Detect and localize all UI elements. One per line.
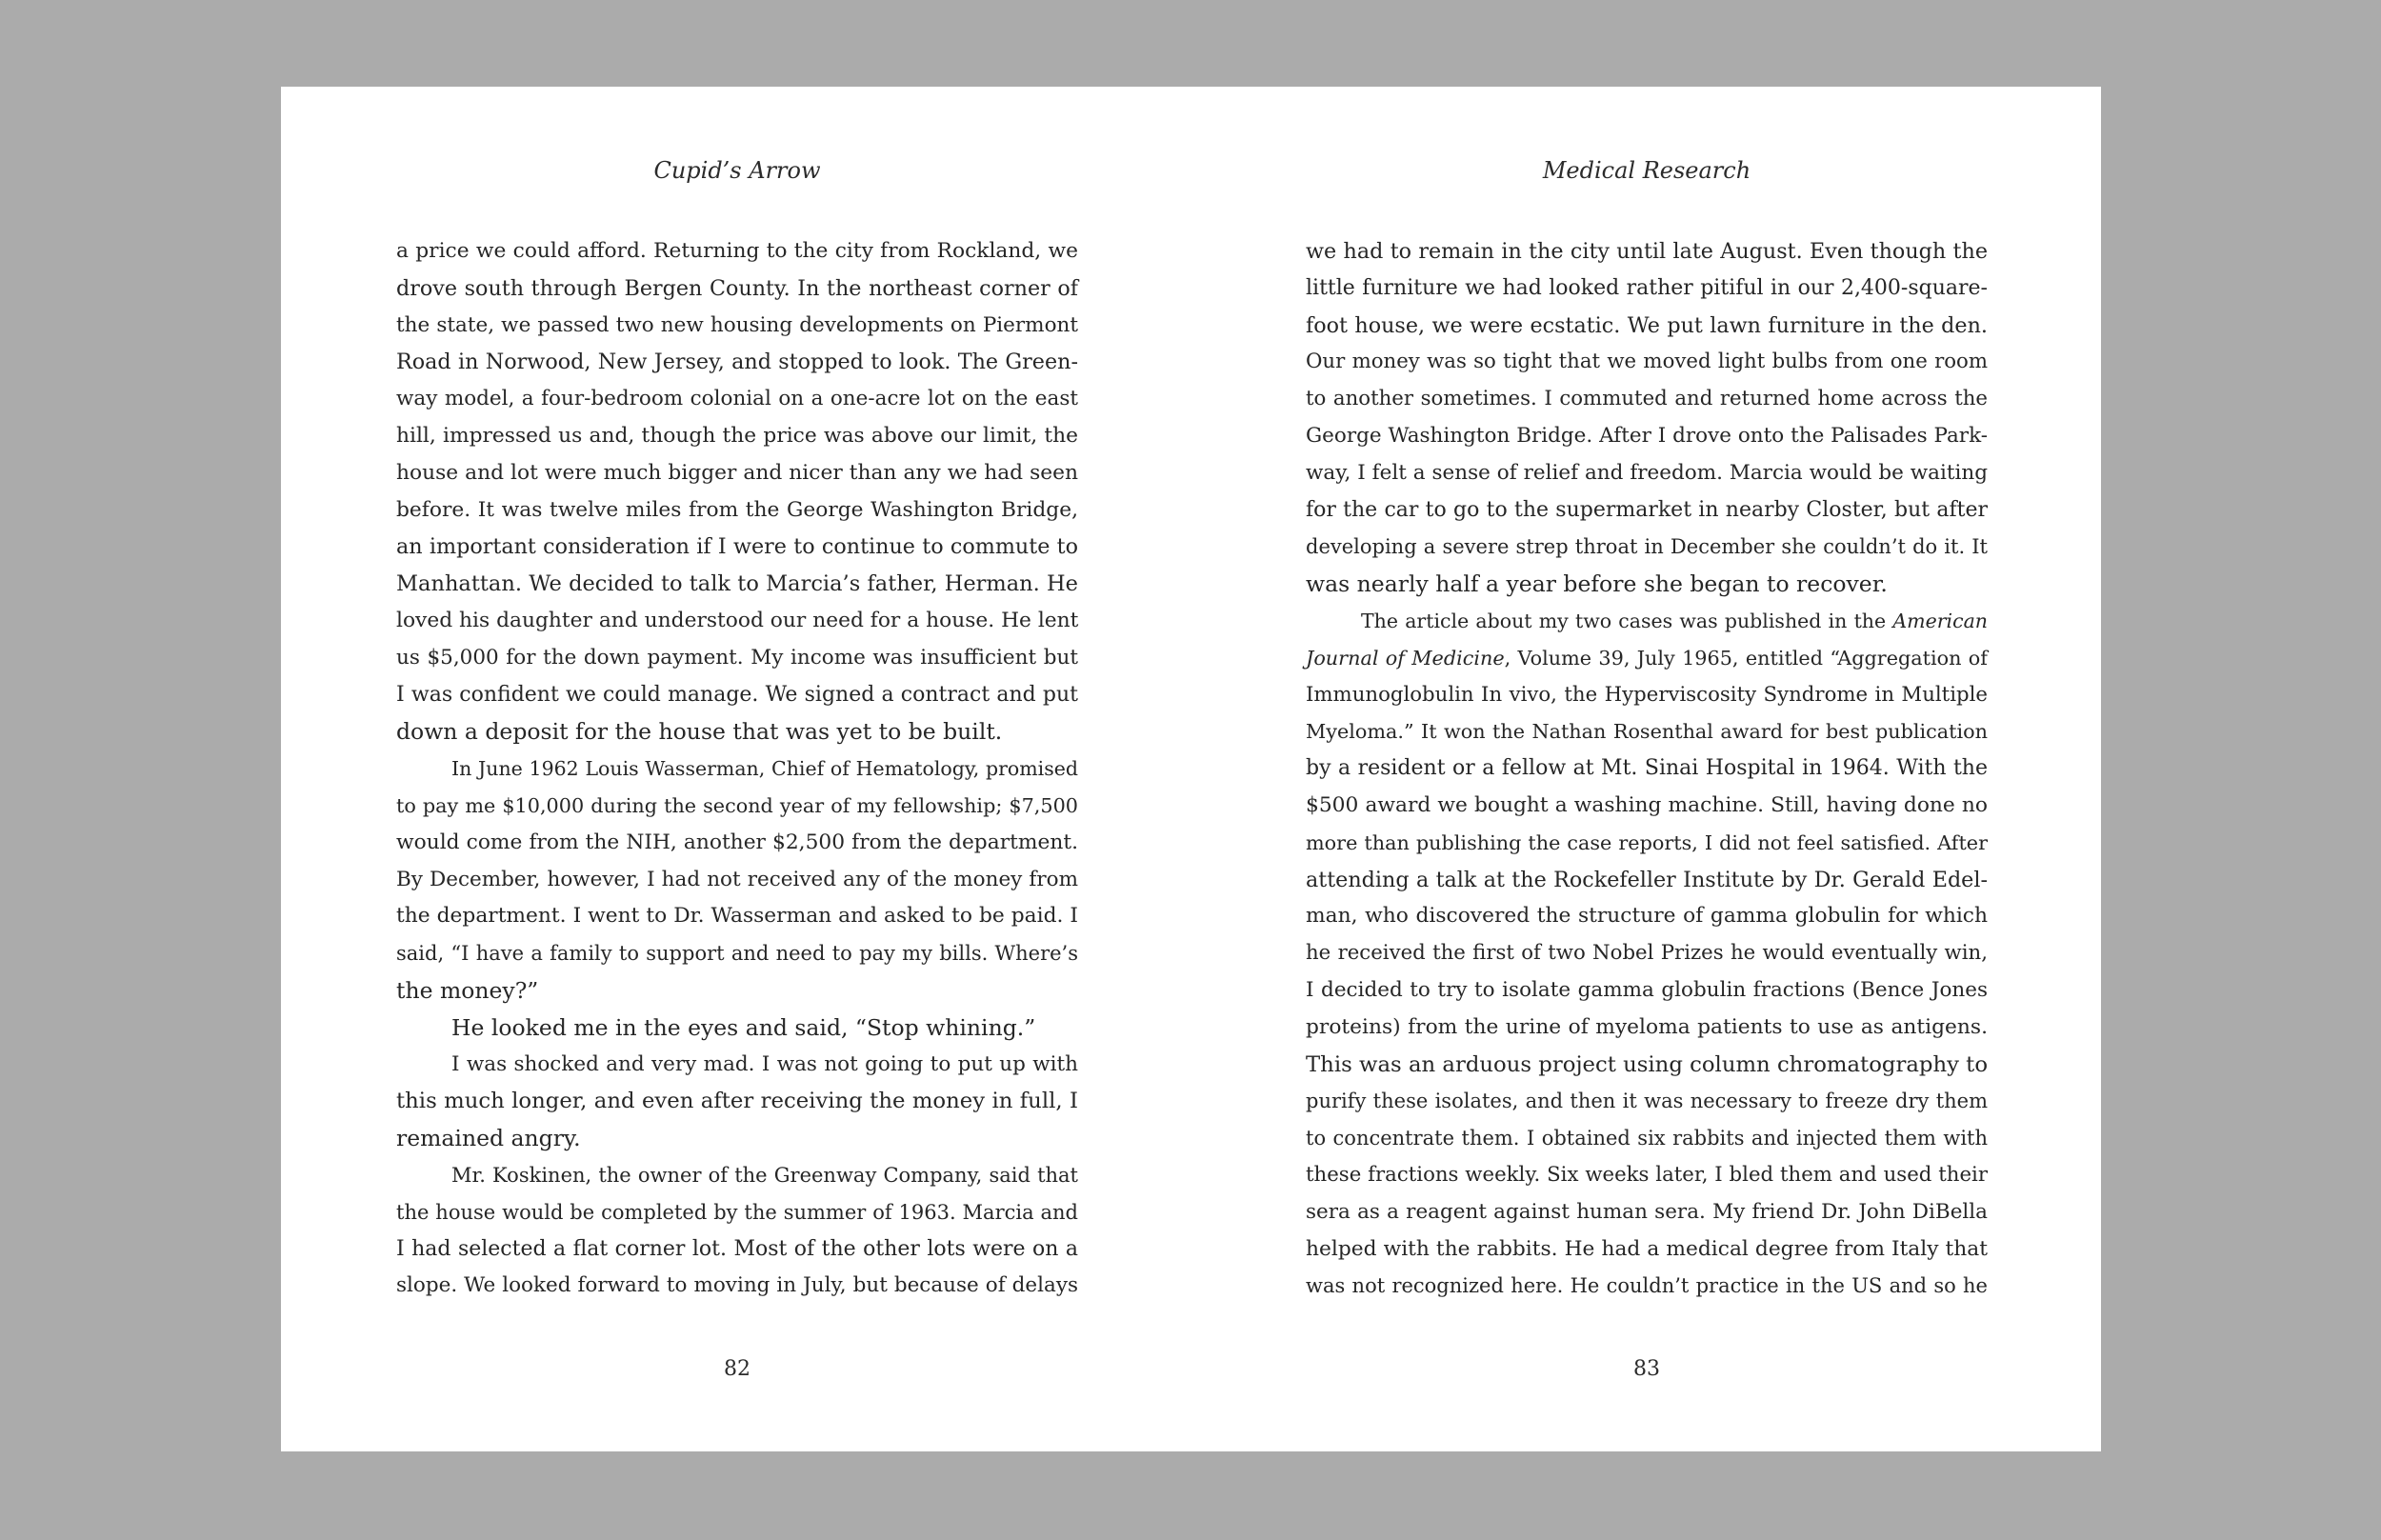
text-line: developing a severe strep throat in December she couldn’t do it. It: [1306, 535, 1988, 559]
text-line: remained angry.: [396, 1125, 581, 1152]
text-fragment: The article about my two cases was published in the: [1361, 609, 1887, 632]
text-line: the department. I went to Dr. Wasserman and asked to be paid. I: [396, 904, 1078, 929]
text-line: was not recognized here. He couldn’t practice in the US and so he: [1306, 1274, 1988, 1298]
text-line: we had to remain in the city until late August. Even though the: [1306, 239, 1988, 264]
text-line: down a deposit for the house that was yet to be built.: [396, 718, 1003, 746]
text-line: to another sometimes. I commuted and returned home across the: [1306, 387, 1988, 411]
text-line: would come from the NIH, another $2,500 from the department.: [396, 830, 1078, 854]
running-head-left: Cupid’s Arrow: [653, 157, 821, 184]
right-page: [1306, 87, 1988, 1451]
text-line: for the car to go to the supermarket in nearby Closter, but after: [1306, 497, 1988, 522]
text-line: sera as a reagent against human sera. My friend Dr. John DiBella: [1306, 1199, 1988, 1224]
text-line: [1306, 640, 1988, 677]
text-line: Immunoglobulin In vivo, the Hyperviscosity Syndrome in Multiple: [1306, 682, 1988, 707]
text-line: I was confident we could manage. We signed a contract and put: [396, 682, 1078, 707]
text-line: Myeloma.” It won the Nathan Rosenthal award for best publication: [1306, 720, 1988, 744]
text-line: the house would be completed by the summer of 1963. Marcia and: [396, 1200, 1078, 1224]
text-line: more than publishing the case reports, I did not feel satisfied. After: [1306, 830, 1988, 854]
text-line: By December, however, I had not received any of the money from: [396, 867, 1078, 891]
text-line: helped with the rabbits. He had a medical degree from Italy that: [1306, 1236, 1988, 1261]
text-line: the money?”: [396, 976, 539, 1004]
journal-title-italic: American: [1892, 609, 1988, 632]
text-line: In June 1962 Louis Wasserman, Chief of Hematology, promised: [451, 757, 1078, 781]
text-line: way, I felt a sense of relief and freedom. Marcia would be waiting: [1306, 460, 1988, 485]
text-line: a price we could afford. Returning to the city from Rockland, we: [396, 239, 1078, 263]
text-line: house and lot were much bigger and nicer than any we had seen: [396, 460, 1078, 485]
text-line: This was an arduous project using column chromatography to: [1306, 1051, 1989, 1077]
text-line: Manhattan. We decided to talk to Marcia’s father, Herman. He: [396, 571, 1078, 597]
page-number-left: 82: [724, 1357, 750, 1381]
text-line: loved his daughter and understood our need for a house. He lent: [396, 608, 1079, 632]
text-line: Our money was so tight that we moved light bulbs from one room: [1306, 350, 1988, 374]
text-line: [1306, 603, 1988, 640]
text-line: Mr. Koskinen, the owner of the Greenway Company, said that: [451, 1163, 1078, 1187]
text-line: drove south through Bergen County. In the northeast corner of: [396, 275, 1078, 301]
text-line: I was shocked and very mad. I was not going to put up with: [451, 1051, 1078, 1076]
left-page: [396, 87, 1078, 1451]
text-line: I decided to try to isolate gamma globulin fractions (Bence Jones: [1306, 977, 1988, 1002]
text-line: to concentrate them. I obtained six rabbits and injected them with: [1306, 1127, 1988, 1150]
text-line: these fractions weekly. Six weeks later, I bled them and used their: [1306, 1162, 1988, 1187]
text-line: attending a talk at the Rockefeller Institute by Dr. Gerald Edel-: [1306, 867, 1988, 892]
text-line: proteins) from the urine of myeloma patients to use as antigens.: [1306, 1014, 1988, 1039]
text-line: I had selected a flat corner lot. Most of the other lots were on a: [396, 1236, 1078, 1261]
text-line: George Washington Bridge. After I drove onto the Palisades Park-: [1306, 423, 1988, 448]
page-number-right: 83: [1633, 1357, 1660, 1381]
text-line: by a resident or a fellow at Mt. Sinai Hospital in 1964. With the: [1306, 756, 1988, 781]
text-line: little furniture we had looked rather pitiful in our 2,400-square-: [1306, 275, 1988, 300]
text-line: before. It was twelve miles from the George Washington Bridge,: [396, 497, 1078, 522]
text-line: He looked me in the eyes and said, “Stop whining.”: [451, 1013, 1036, 1041]
left-page-body: [396, 233, 1078, 1305]
text-line: this much longer, and even after receiving the money in full, I: [396, 1089, 1078, 1114]
text-line: slope. We looked forward to moving in July, but because of delays: [396, 1273, 1078, 1298]
text-line: an important consideration if I were to continue to commute to: [396, 534, 1078, 560]
text-line: he received the first of two Nobel Prizes he would eventually win,: [1306, 941, 1988, 966]
text-line: hill, impressed us and, though the price was above our limit, the: [396, 423, 1078, 448]
text-line: us $5,000 for the down payment. My income was insufficient but: [396, 645, 1078, 670]
running-head-right: Medical Research: [1542, 157, 1751, 184]
text-line: said, “I have a family to support and need to pay my bills. Where’s: [396, 942, 1078, 966]
text-fragment: , Volume 39, July 1965, entitled “Aggregation of: [1504, 646, 1988, 670]
journal-title-italic: Journal of Medicine: [1306, 646, 1505, 670]
right-page-body: [1306, 233, 1988, 1305]
text-line: man, who discovered the structure of gamma globulin for which: [1306, 904, 1988, 929]
text-line: purify these isolates, and then it was necessary to freeze dry them: [1306, 1090, 1988, 1113]
text-line: to pay me $10,000 during the second year of my fellowship; $7,500: [396, 793, 1078, 817]
book-spread: [281, 87, 2101, 1451]
text-line: foot house, we were ecstatic. We put lawn furniture in the den.: [1306, 312, 1988, 338]
text-line: was nearly half a year before she began to recover.: [1306, 570, 1888, 598]
text-line: Road in Norwood, New Jersey, and stopped to look. The Green-: [396, 350, 1078, 375]
text-line: $500 award we bought a washing machine. Still, having done no: [1306, 792, 1988, 817]
text-line: the state, we passed two new housing developments on Piermont: [396, 312, 1078, 337]
text-line: way model, a four-bedroom colonial on a one-acre lot on the east: [396, 387, 1078, 411]
